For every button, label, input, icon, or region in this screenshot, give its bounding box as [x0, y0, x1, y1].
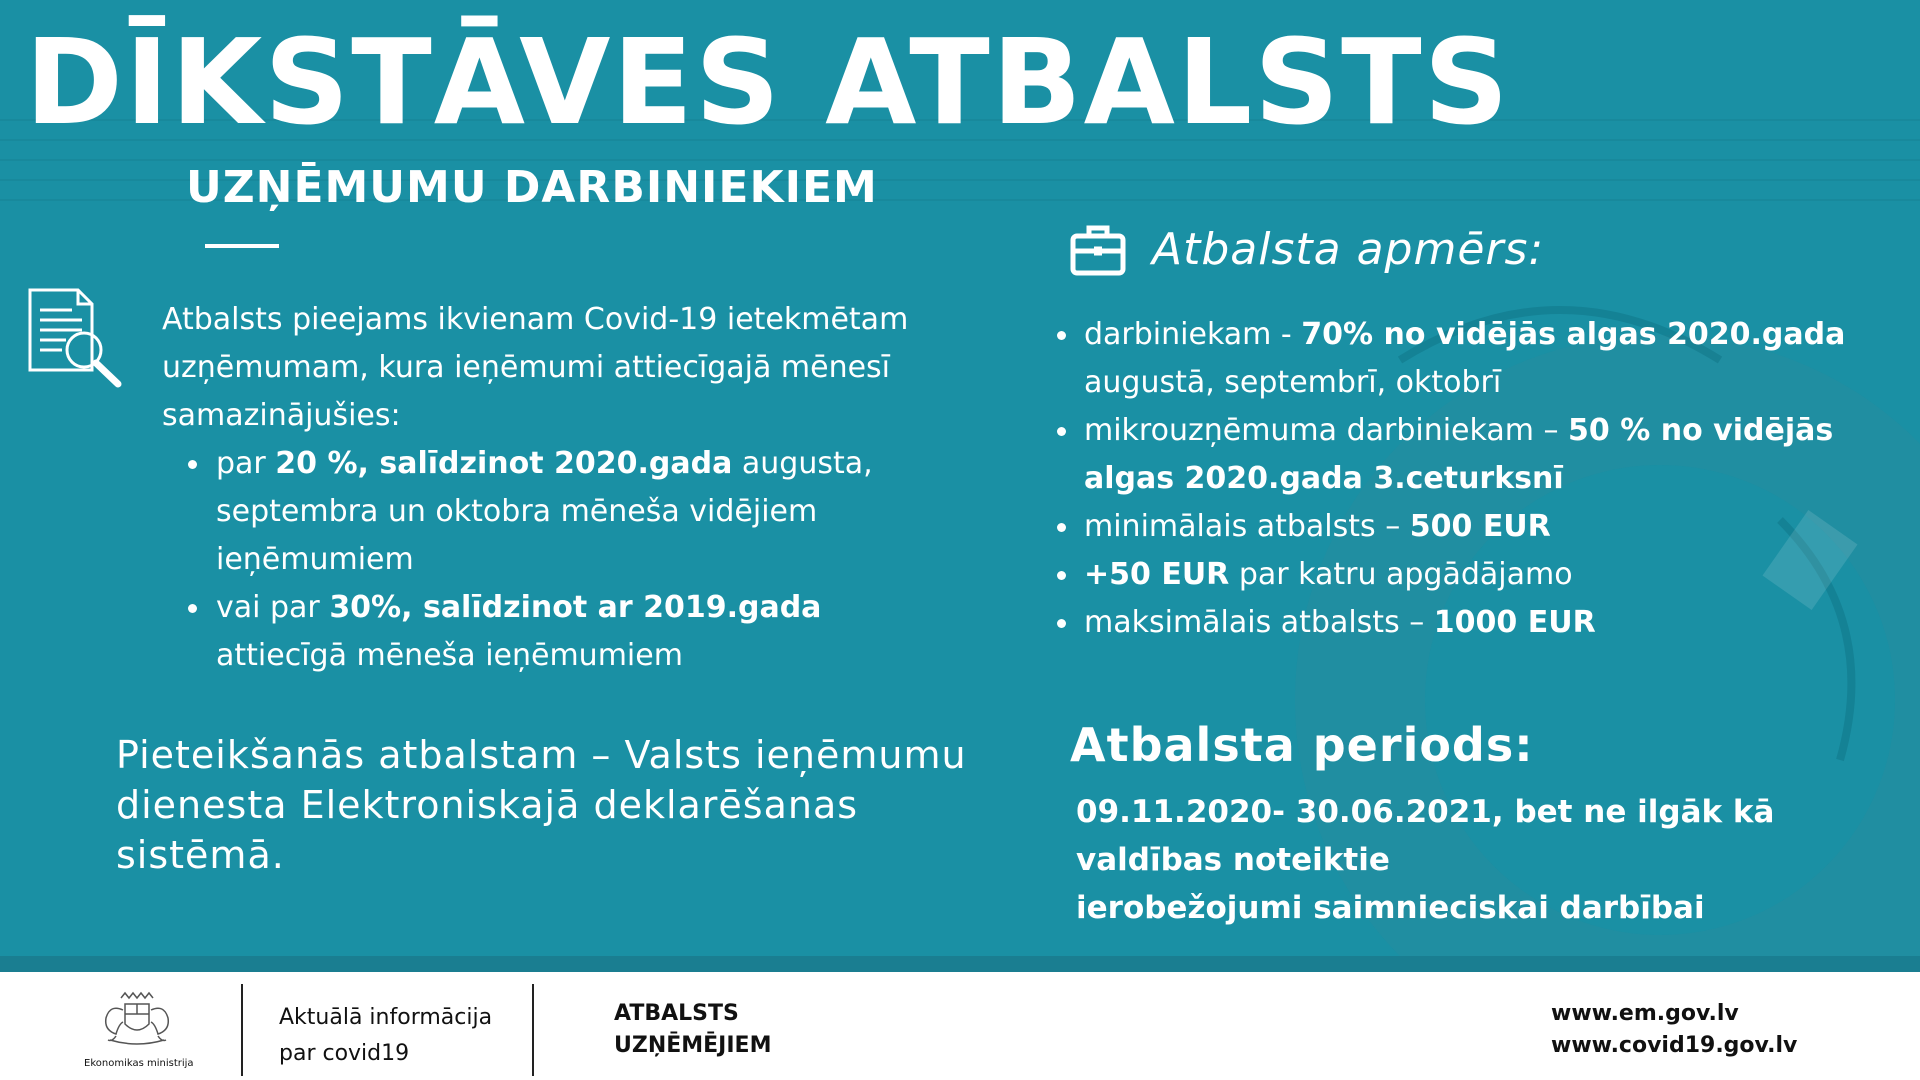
footer-info: Aktuālā informācija par covid19	[279, 1005, 493, 1066]
amount-item: +50 EUR par katru apgādājamo	[1054, 551, 1874, 599]
coat-of-arms-icon	[94, 990, 180, 1046]
amount-item: minimālais atbalsts – 500 EUR	[1054, 503, 1874, 551]
document-search-icon	[26, 286, 126, 390]
ministry-label: Ekonomikas ministrija	[84, 1058, 194, 1069]
eligibility-item: vai par 30%, salīdzinot ar 2019.gada attiecīgā mēneša ieņēmumiem	[162, 584, 922, 680]
amount-item: mikrouzņēmuma darbiniekam – 50 % no vidējās algas 2020.gada 3.ceturksnī	[1054, 407, 1874, 503]
amount-list	[1054, 311, 1874, 647]
subtitle: UZŅĒMUMU DARBINIEKIEM	[186, 162, 878, 213]
title-divider	[205, 244, 279, 248]
amount-heading: Atbalsta apmērs:	[1152, 224, 1545, 275]
footer-divider	[532, 984, 534, 1076]
application-info: Pieteikšanās atbalstam – Valsts ieņēmumu dienesta Elektroniskajā deklarēšanas sistēmā.	[116, 733, 967, 877]
period-line: valdības noteiktie	[1076, 842, 1390, 878]
footer-links	[1551, 998, 1797, 1062]
footer-divider	[241, 984, 243, 1076]
main-title: DĪKSTĀVES ATBALSTS	[25, 13, 1511, 151]
period-text	[1076, 788, 1836, 932]
eligibility-item: par 20 %, salīdzinot 2020.gada augusta, septembra un oktobra mēneša vidējiem ieņēmumiem	[162, 440, 922, 584]
eligibility-intro: Atbalsts pieejams ikvienam Covid-19 ietekmētam uzņēmumam, kura ieņēmumi attiecīgajā mēnesī samazinājušies:	[162, 302, 909, 433]
footer-support: ATBALSTS UZŅĒMĒJIEM	[614, 1001, 772, 1058]
eligibility-section	[162, 296, 922, 680]
footer-band	[0, 956, 1920, 972]
amount-item: darbiniekam - 70% no vidējās algas 2020.gada augustā, septembrī, oktobrī	[1054, 311, 1874, 407]
amount-item: maksimālais atbalsts – 1000 EUR	[1054, 599, 1874, 647]
period-line: 09.11.2020- 30.06.2021, bet ne ilgāk kā	[1076, 794, 1775, 830]
footer	[0, 972, 1920, 1080]
em-link[interactable]: www.em.gov.lv	[1551, 1001, 1739, 1026]
covid19-link[interactable]: www.covid19.gov.lv	[1551, 1033, 1798, 1058]
period-heading: Atbalsta periods:	[1070, 718, 1534, 772]
period-line: ierobežojumi saimnieciskai darbībai	[1076, 890, 1705, 926]
briefcase-icon	[1070, 223, 1126, 277]
